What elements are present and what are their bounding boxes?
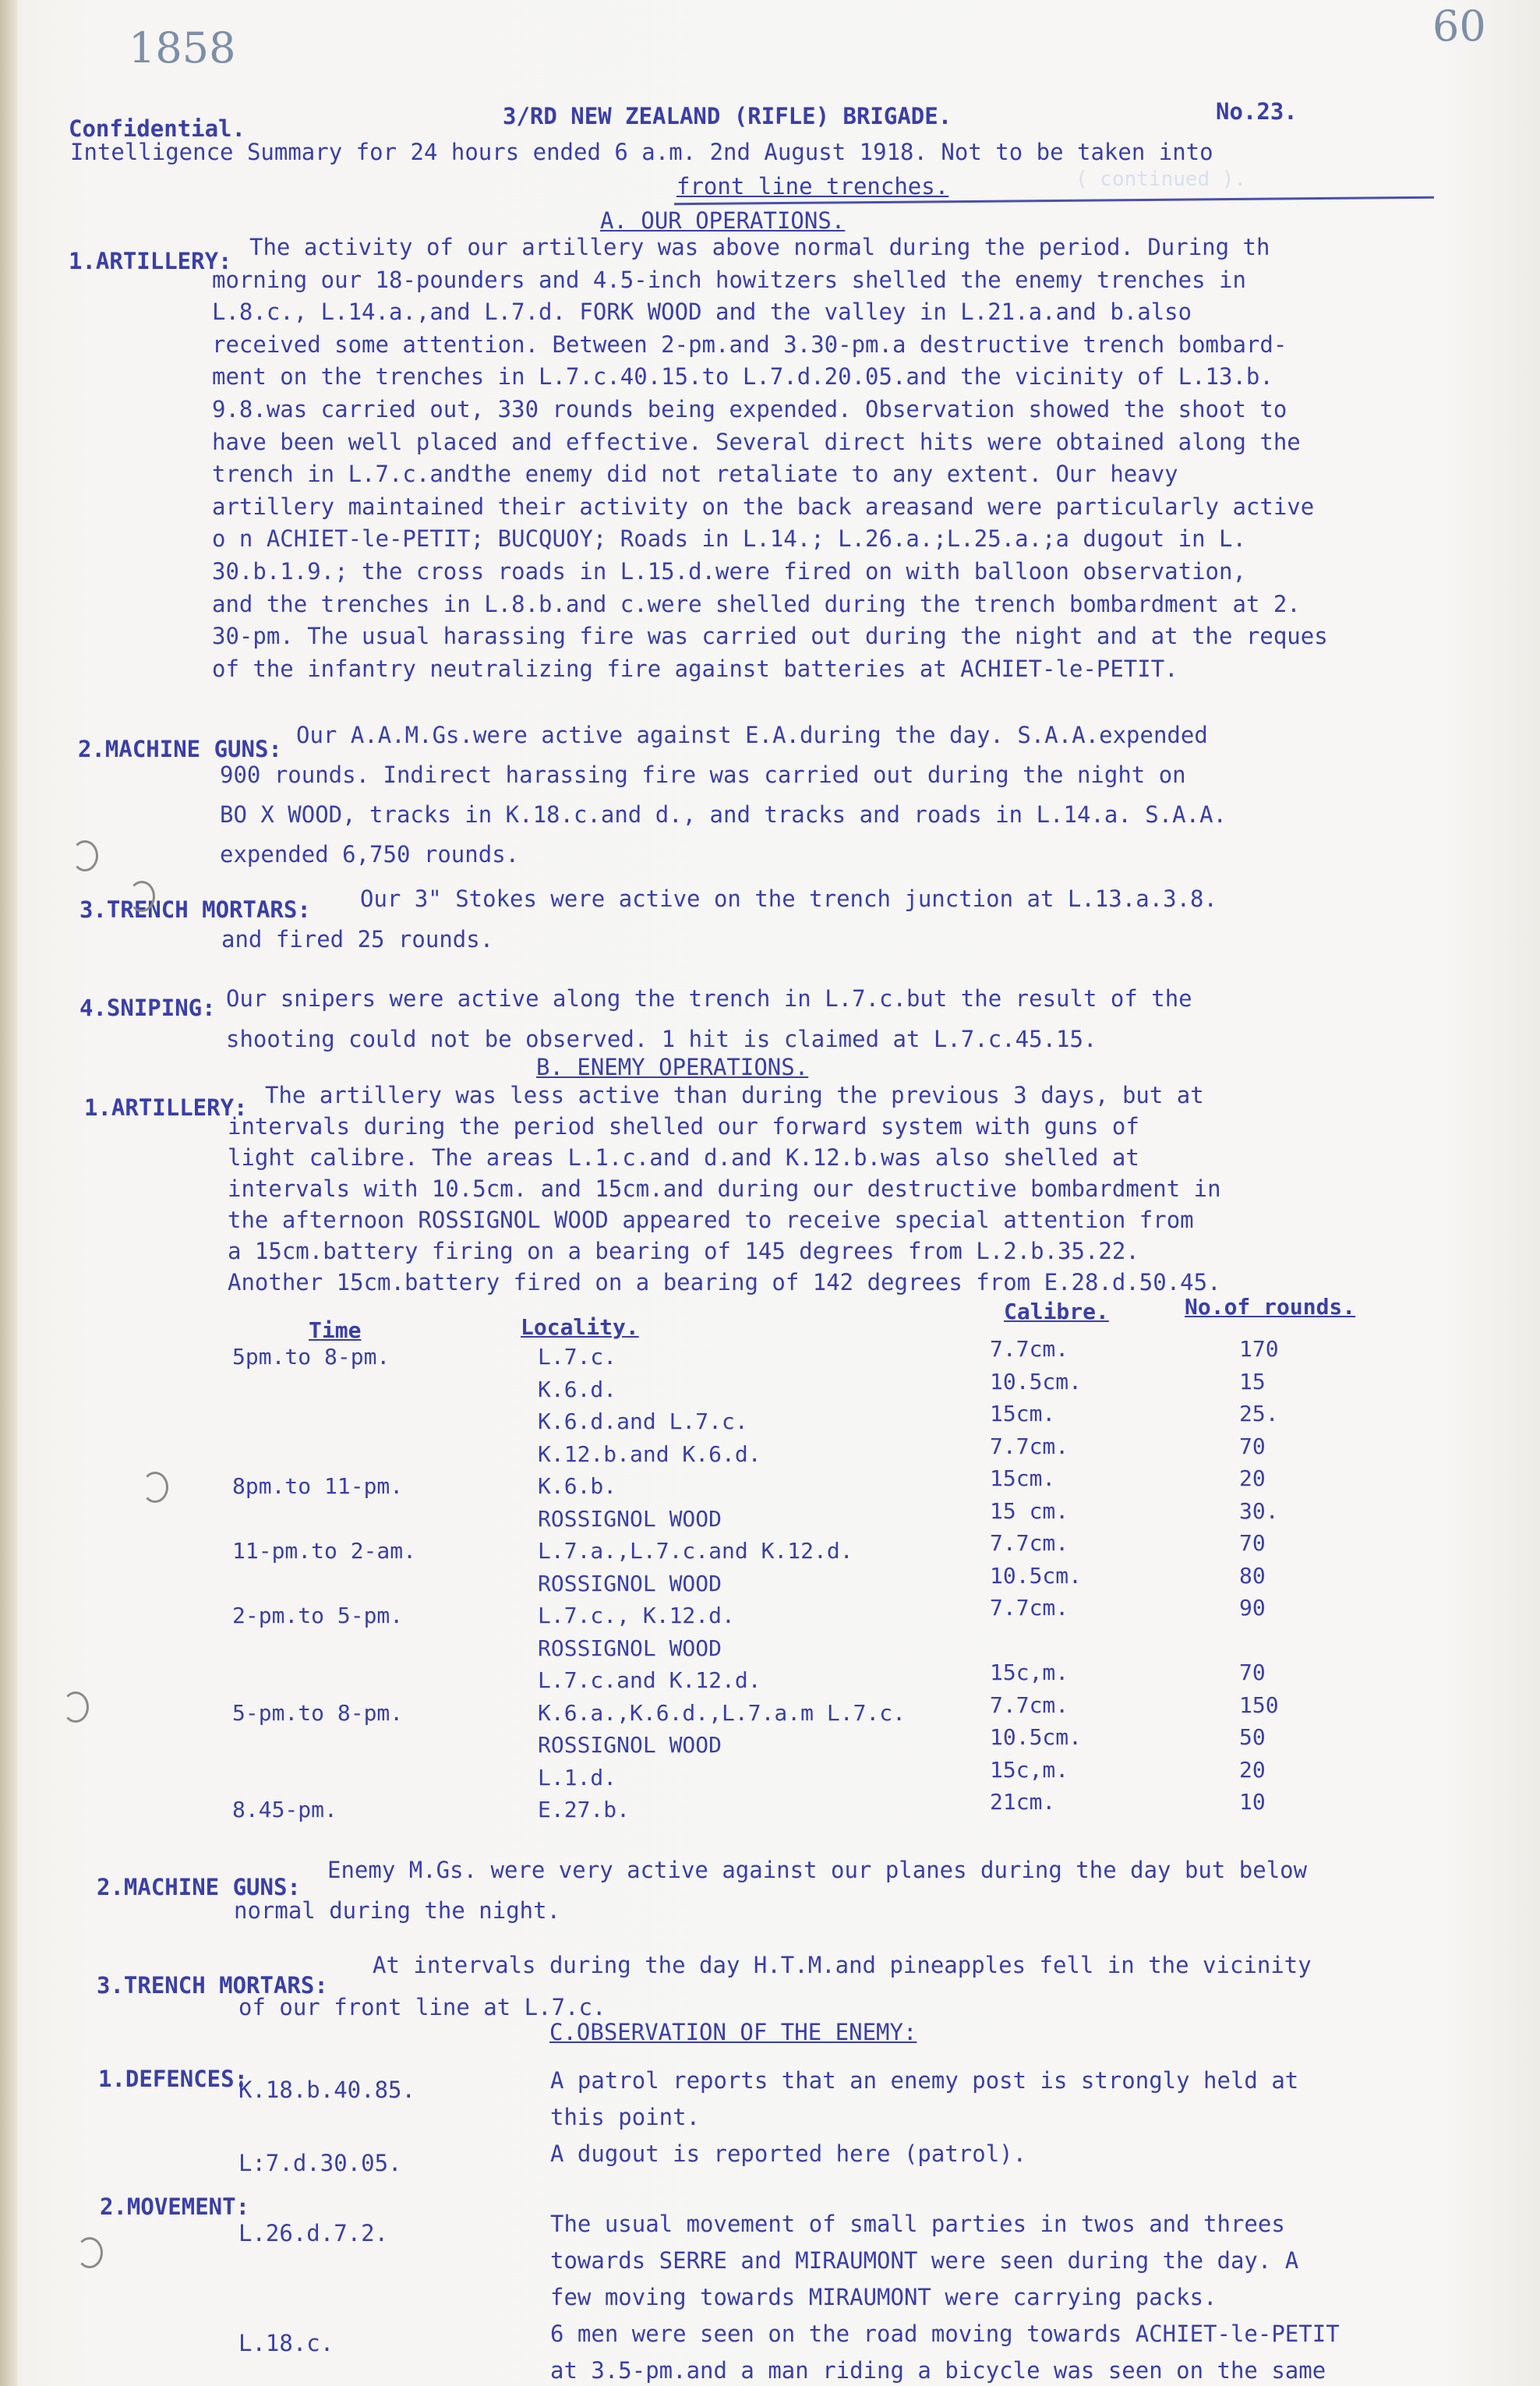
observation-text: at 3.5-pm.and a man riding a bicycle was seen on the same	[550, 2357, 1326, 2384]
text-line: Our snipers were active along the trench in L.7.c.but the result of the	[226, 985, 1192, 1012]
cell-rounds: 170	[1239, 1336, 1279, 1362]
page-number: 60	[1432, 2, 1486, 51]
col-header-time: Time	[309, 1317, 362, 1343]
enemy-artillery-label: 1.ARTILLERY:	[84, 1094, 248, 1121]
cell-rounds: 90	[1239, 1595, 1266, 1621]
cell-locality: L.7.c.	[538, 1344, 617, 1370]
cell-calibre: 7.7cm.	[990, 1595, 1069, 1621]
cell-locality: L.7.a.,L.7.c.and K.12.d.	[538, 1538, 853, 1564]
cell-rounds: 50	[1239, 1724, 1266, 1750]
text-line: trench in L.7.c.andthe enemy did not retaliate to any extent. Our heavy	[212, 461, 1178, 488]
artillery-label: 1.ARTILLERY:	[69, 248, 232, 274]
text-line: artillery maintained their activity on the back areasand were particularly active	[212, 493, 1315, 520]
text-line: received some attention. Between 2-pm.and 3.30-pm.a destructive trench bombard-	[212, 331, 1287, 358]
punch-hole	[76, 2237, 103, 2268]
unit-title: 3/RD NEW ZEALAND (RIFLE) BRIGADE.	[503, 103, 952, 129]
punch-hole	[142, 1472, 168, 1503]
cell-locality: E.27.b.	[538, 1797, 630, 1822]
observation-text: 6 men were seen on the road moving towards ACHIET-le-PETIT	[550, 2321, 1340, 2347]
cell-rounds: 150	[1239, 1691, 1279, 1718]
cell-calibre: 10.5cm.	[990, 1562, 1083, 1589]
cell-calibre: 7.7cm.	[990, 1691, 1069, 1718]
text-line: BO X WOOD, tracks in K.18.c.and d., and tracks and roads in L.14.a. S.A.A.	[220, 801, 1227, 828]
text-line: 30.b.1.9.; the cross roads in L.15.d.were fired on with balloon observation,	[212, 558, 1246, 585]
cell-rounds: 70	[1239, 1433, 1266, 1459]
cell-rounds: 25.	[1239, 1401, 1279, 1426]
text-line: 900 rounds. Indirect harassing fire was carried out during the night on	[220, 762, 1186, 788]
cell-locality: L.7.c.and K.12.d.	[538, 1667, 761, 1693]
sniping-label: 4.SNIPING:	[79, 995, 216, 1021]
cell-calibre: 7.7cm.	[990, 1336, 1069, 1362]
text-line: expended 6,750 rounds.	[220, 841, 520, 868]
cell-calibre: 15cm.	[990, 1465, 1056, 1491]
section-a-heading: A. OUR OPERATIONS.	[600, 207, 846, 234]
observation-text: towards SERRE and MIRAUMONT were seen during the day. A	[550, 2247, 1299, 2274]
cell-time: 8pm.to 11-pm.	[232, 1473, 404, 1499]
punch-hole	[72, 840, 98, 871]
cell-rounds: 70	[1239, 1660, 1266, 1685]
text-line: intervals during the period shelled our forward system with guns of	[228, 1113, 1139, 1140]
cell-rounds: 20	[1239, 1756, 1266, 1783]
page-edge	[0, 0, 17, 2386]
cell-locality: L.1.d.	[538, 1764, 617, 1790]
cell-time: 5pm.to 8-pm.	[232, 1344, 390, 1370]
cell-locality: K.6.d.and L.7.c.	[538, 1409, 748, 1434]
text-line: and the trenches in L.8.b.and c.were shelled during the trench bombardment at 2.	[212, 590, 1301, 617]
text-line: Our A.A.M.Gs.were active against E.A.during the day. S.A.A.expended	[296, 722, 1208, 748]
cell-locality: ROSSIGNOL WOOD	[538, 1635, 722, 1661]
cell-calibre: 15 cm.	[990, 1497, 1069, 1524]
text-line: of the infantry neutralizing fire against batteries at ACHIET-le-PETIT.	[212, 655, 1178, 682]
cell-time: 2-pm.to 5-pm.	[232, 1603, 404, 1628]
cell-rounds: 70	[1239, 1530, 1266, 1556]
cell-calibre: 15c,m.	[990, 1756, 1069, 1783]
cell-calibre: 7.7cm.	[990, 1433, 1069, 1459]
text-line: Our 3" Stokes were active on the trench junction at L.13.a.3.8.	[360, 885, 1217, 912]
summary-line: Intelligence Summary for 24 hours ended 6 a.m. 2nd August 1918. Not to be taken into	[70, 139, 1213, 165]
cell-locality: L.7.c., K.12.d.	[538, 1603, 735, 1628]
cell-calibre: 21cm.	[990, 1789, 1056, 1815]
text-line: o n ACHIET-le-PETIT; BUCQUOY; Roads in L.14.; L.26.a.;L.25.a.;a dugout in L.	[212, 525, 1246, 553]
trench-mortars-label: 3.TRENCH MORTARS:	[79, 896, 311, 923]
map-reference: K.18.b.40.85.	[238, 2077, 415, 2103]
text-line: normal during the night.	[234, 1897, 561, 1924]
punch-hole	[62, 1691, 89, 1723]
summary-line-2: front line trenches.	[676, 173, 949, 200]
machine-guns-label: 2.MACHINE GUNS:	[78, 736, 282, 762]
map-reference: L.26.d.7.2.	[238, 2220, 389, 2246]
text-line: a 15cm.battery firing on a bearing of 145 degrees from L.2.b.35.22.	[228, 1238, 1139, 1264]
defences-label: 1.DEFENCES:	[98, 2066, 249, 2092]
text-line: have been well placed and effective. Several direct hits were obtained along the	[212, 428, 1301, 455]
text-line: and fired 25 rounds.	[221, 926, 494, 953]
cell-calibre: 7.7cm.	[990, 1530, 1069, 1556]
text-line: Enemy M.Gs. were very active against our planes during the day but below	[327, 1857, 1308, 1883]
cell-calibre: 10.5cm.	[990, 1368, 1083, 1394]
cell-time: 11-pm.to 2-am.	[232, 1538, 417, 1564]
cell-rounds: 10	[1239, 1789, 1266, 1815]
observation-text: A patrol reports that an enemy post is strongly held at	[550, 2067, 1299, 2094]
text-line: of our front line at L.7.c.	[238, 1994, 606, 2020]
cell-locality: ROSSIGNOL WOOD	[538, 1570, 722, 1596]
classification: Confidential.	[69, 115, 245, 142]
section-b-heading: B. ENEMY OPERATIONS.	[536, 1054, 809, 1080]
cell-calibre: 15c,m.	[990, 1660, 1069, 1685]
cell-locality: K.6.d.	[538, 1376, 617, 1402]
text-line: The activity of our artillery was above normal during the period. During th	[249, 234, 1270, 260]
text-line: 30-pm. The usual harassing fire was carried out during the night and at the reques	[212, 623, 1328, 650]
text-line: L.8.c., L.14.a.,and L.7.d. FORK WOOD and the valley in L.21.a.and b.also	[212, 299, 1192, 326]
cell-calibre: 15cm.	[990, 1401, 1056, 1426]
movement-label: 2.MOVEMENT:	[100, 2193, 250, 2220]
text-line: intervals with 10.5cm. and 15cm.and during our destructive bombardment in	[228, 1175, 1221, 1202]
map-reference: L:7.d.30.05.	[238, 2150, 402, 2176]
text-line: ment on the trenches in L.7.c.40.15.to L.7.d.20.05.and the vicinity of L.13.b.	[212, 363, 1273, 391]
text-line: light calibre. The areas L.1.c.and d.and K.12.b.was also shelled at	[228, 1144, 1139, 1171]
observation-text: A dugout is reported here (patrol).	[550, 2140, 1027, 2167]
text-line: The artillery was less active than during the previous 3 days, but at	[265, 1082, 1204, 1108]
cell-locality: ROSSIGNOL WOOD	[538, 1505, 722, 1532]
punch-hole	[129, 881, 155, 912]
enemy-machine-guns-label: 2.MACHINE GUNS:	[97, 1874, 301, 1900]
text-line: Another 15cm.battery fired on a bearing of 142 degrees from E.28.d.50.45.	[228, 1269, 1221, 1296]
text-line: At intervals during the day H.T.M.and pineapples fell in the vicinity	[373, 1952, 1312, 1978]
enemy-trench-mortars-label: 3.TRENCH MORTARS:	[97, 1972, 328, 1999]
cell-rounds: 20	[1239, 1465, 1266, 1491]
summary-number: No.23.	[1216, 98, 1298, 125]
cell-locality: K.6.b.	[538, 1473, 617, 1499]
text-line: the afternoon ROSSIGNOL WOOD appeared to receive special attention from	[228, 1207, 1194, 1233]
cell-calibre: 10.5cm.	[990, 1724, 1083, 1750]
text-line: shooting could not be observed. 1 hit is claimed at L.7.c.45.15.	[226, 1026, 1097, 1052]
cell-rounds: 80	[1239, 1562, 1266, 1589]
col-header-calibre: Calibre.	[1004, 1299, 1109, 1324]
cell-rounds: 30.	[1239, 1497, 1279, 1524]
text-line: 9.8.was carried out, 330 rounds being expended. Observation showed the shoot to	[212, 396, 1287, 422]
observation-text: few moving towards MIRAUMONT were carrying packs.	[550, 2284, 1217, 2310]
cell-locality: K.12.b.and K.6.d.	[538, 1440, 761, 1467]
cell-locality: ROSSIGNOL WOOD	[538, 1732, 722, 1758]
map-reference: L.18.c.	[238, 2330, 334, 2356]
cell-time: 8.45-pm.	[232, 1797, 337, 1822]
text-line: morning our 18-pounders and 4.5-inch howitzers shelled the enemy trenches in	[212, 266, 1246, 293]
cell-locality: K.6.a.,K.6.d.,L.7.a.m L.7.c.	[538, 1699, 906, 1726]
observation-text: The usual movement of small parties in twos and threes	[550, 2211, 1285, 2237]
col-header-rounds: No.of rounds.	[1185, 1294, 1356, 1320]
observation-text: this point.	[550, 2104, 701, 2130]
col-header-locality: Locality.	[521, 1314, 639, 1340]
archive-number: 1858	[129, 23, 236, 72]
cell-time: 5-pm.to 8-pm.	[232, 1699, 404, 1726]
cell-rounds: 15	[1239, 1368, 1266, 1394]
bleed-through: ( continued ).	[1076, 168, 1247, 191]
section-c-heading: C.OBSERVATION OF THE ENEMY:	[549, 2019, 917, 2045]
